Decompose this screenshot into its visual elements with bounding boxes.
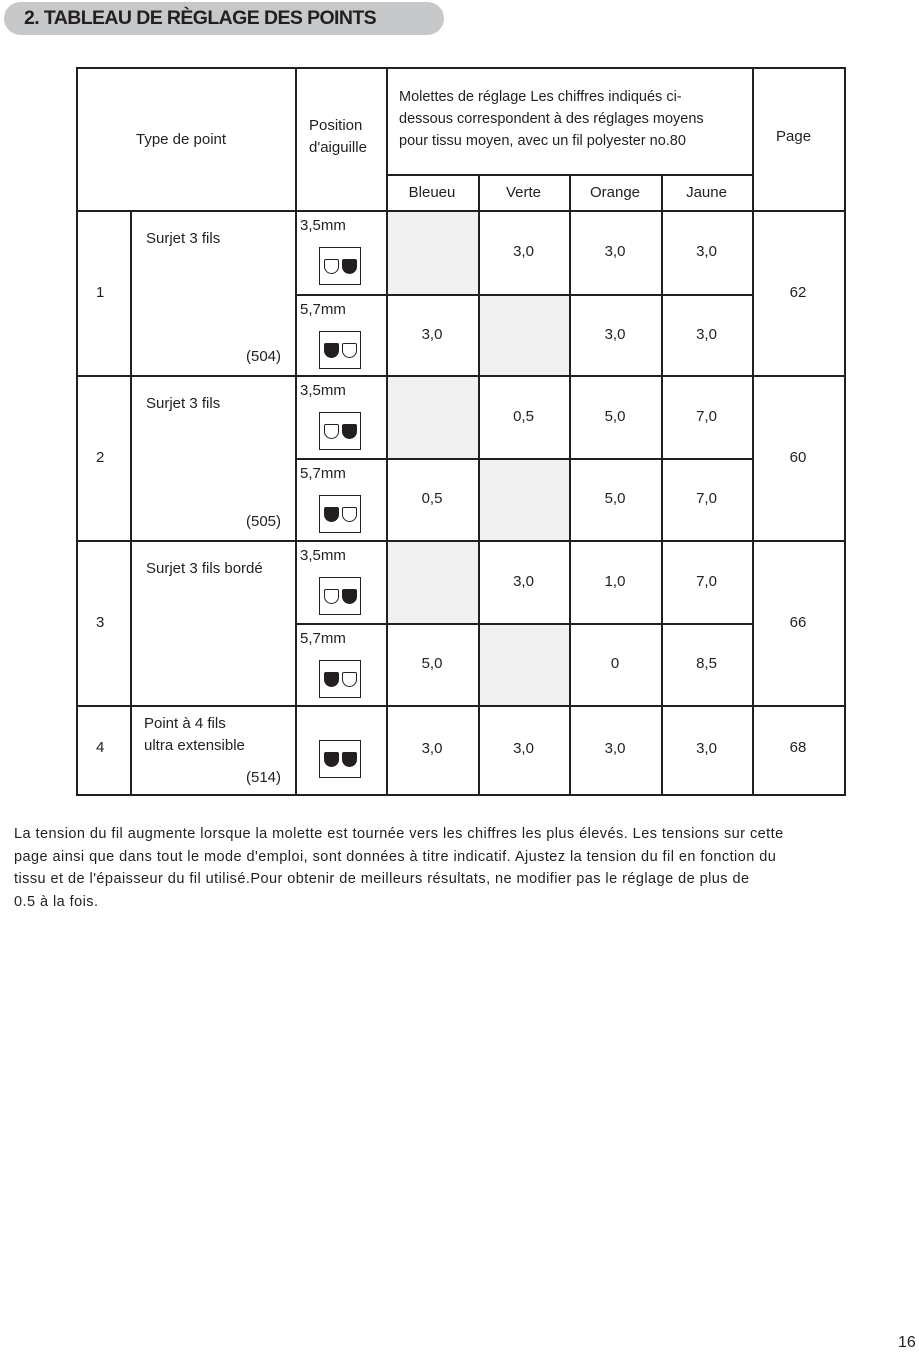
molettes-header: Molettes de réglage Les chiffres indiqués ci- <box>399 89 682 105</box>
needle-inactive-icon <box>342 507 357 522</box>
setting-value: 3,0 <box>604 325 626 343</box>
stitch-number: 3 <box>96 613 105 631</box>
grid-line <box>76 375 844 377</box>
setting-value: 3,0 <box>696 740 717 757</box>
needle-position-icon <box>319 331 361 369</box>
stitch-code: (505) <box>246 513 282 530</box>
position-header: Position <box>309 117 363 134</box>
needle-inactive-icon <box>324 589 339 604</box>
needle-inactive-icon <box>324 424 339 439</box>
needle-active-icon <box>342 589 357 604</box>
setting-value: 3,0 <box>604 243 626 260</box>
empty-setting-cell <box>478 623 569 705</box>
setting-value: 3,0 <box>696 243 717 260</box>
color-column-header: Orange <box>589 184 641 201</box>
grid-line <box>295 458 752 460</box>
color-column-header: Verte <box>505 184 542 201</box>
stitch-name: ultra extensible <box>144 737 245 754</box>
grid-line <box>76 210 844 212</box>
empty-setting-cell <box>386 540 478 623</box>
position-header: d'aiguille <box>309 139 367 156</box>
needle-position-icon <box>319 247 361 285</box>
table-border <box>76 67 846 69</box>
page-number: 16 <box>898 1334 916 1351</box>
needle-width: 3,5mm <box>300 547 346 564</box>
setting-value: 0,5 <box>421 490 443 507</box>
grid-line <box>386 67 388 794</box>
needle-inactive-icon <box>342 672 357 687</box>
needle-active-icon <box>324 343 339 358</box>
color-column-header: Bleueu <box>408 184 456 201</box>
stitch-code: (504) <box>246 348 282 365</box>
stitch-number: 1 <box>96 283 105 301</box>
grid-line <box>569 174 571 794</box>
empty-setting-cell <box>478 294 569 375</box>
needle-active-icon <box>324 672 339 687</box>
page-header: Page <box>776 128 812 145</box>
grid-line <box>478 174 480 794</box>
empty-setting-cell <box>386 375 478 458</box>
needle-active-icon <box>342 424 357 439</box>
needle-width: 3,5mm <box>300 217 346 234</box>
setting-value: 8,5 <box>696 655 717 672</box>
color-column-header: Jaune <box>686 184 727 201</box>
needle-position-icon <box>319 412 361 450</box>
tension-note-line: 0.5 à la fois. <box>14 893 99 910</box>
empty-setting-cell <box>386 210 478 294</box>
grid-line <box>295 294 752 296</box>
page-reference: 66 <box>789 613 807 631</box>
setting-value: 3,0 <box>513 243 534 260</box>
page-reference: 60 <box>789 448 807 466</box>
setting-value: 3,0 <box>421 740 443 757</box>
tension-note <box>14 823 919 913</box>
type-de-point-header: Type de point <box>136 131 227 148</box>
stitch-name: Surjet 3 fils bordé <box>146 560 263 577</box>
stitch-name: Surjet 3 fils <box>146 230 221 247</box>
setting-value: 3,0 <box>513 572 534 590</box>
needle-inactive-icon <box>324 259 339 274</box>
grid-line <box>295 67 297 794</box>
setting-value: 0,5 <box>513 407 534 425</box>
stitch-name: Point à 4 fils <box>144 715 226 732</box>
stitch-number: 4 <box>96 739 105 756</box>
needle-position-icon <box>319 495 361 533</box>
page-reference: 62 <box>789 283 807 301</box>
needle-active-icon <box>342 259 357 274</box>
grid-line <box>76 705 844 707</box>
needle-inactive-icon <box>342 343 357 358</box>
tension-note-line: tissu et de l'épaisseur du fil utilisé.Pour obtenir de meilleurs résultats, ne modifier pas le réglage de plus de <box>14 871 750 887</box>
needle-position-icon <box>319 660 361 698</box>
grid-line <box>295 623 752 625</box>
stitch-code: (514) <box>246 769 282 786</box>
setting-value: 7,0 <box>696 490 717 507</box>
tension-note-line: page ainsi que dans tout le mode d'emploi, sont données à titre indicatif. Ajustez la tension du fil en fonction du <box>14 848 777 865</box>
grid-line <box>752 67 754 794</box>
needle-position-icon <box>319 740 361 778</box>
needle-active-icon <box>324 507 339 522</box>
setting-value: 5,0 <box>421 655 443 672</box>
needle-active-icon <box>324 752 339 767</box>
setting-value: 5,0 <box>604 407 626 425</box>
grid-line <box>76 540 844 542</box>
setting-value: 7,0 <box>696 572 717 590</box>
setting-value: 7,0 <box>696 407 717 425</box>
setting-value: 3,0 <box>696 325 717 343</box>
needle-position-icon <box>319 577 361 615</box>
needle-width: 3,5mm <box>300 382 346 399</box>
section-title: 2. TABLEAU DE RÈGLAGE DES POINTS <box>24 7 377 29</box>
table-border <box>76 794 846 796</box>
needle-width: 5,7mm <box>300 630 346 647</box>
setting-value: 0 <box>610 655 620 672</box>
stitch-number: 2 <box>96 448 105 466</box>
stitch-name: Surjet 3 fils <box>146 395 221 412</box>
molettes-header: dessous correspondent à des réglages moyens <box>399 111 704 127</box>
grid-line <box>661 174 663 794</box>
table-border <box>844 67 846 796</box>
table-border <box>76 67 78 794</box>
molettes-header: pour tissu moyen, avec un fil polyester no.80 <box>399 133 686 149</box>
needle-active-icon <box>342 752 357 767</box>
section-title-banner <box>4 2 444 35</box>
needle-width: 5,7mm <box>300 465 346 482</box>
setting-value: 3,0 <box>513 740 534 757</box>
setting-value: 1,0 <box>604 572 626 590</box>
setting-value: 3,0 <box>421 325 443 343</box>
setting-value: 3,0 <box>604 740 626 757</box>
page-reference: 68 <box>789 739 807 756</box>
needle-width: 5,7mm <box>300 301 346 318</box>
empty-setting-cell <box>478 458 569 540</box>
tension-note-line: La tension du fil augmente lorsque la molette est tournée vers les chiffres les plus élevés. Les tensions sur cette <box>14 826 784 842</box>
setting-value: 5,0 <box>604 490 626 507</box>
